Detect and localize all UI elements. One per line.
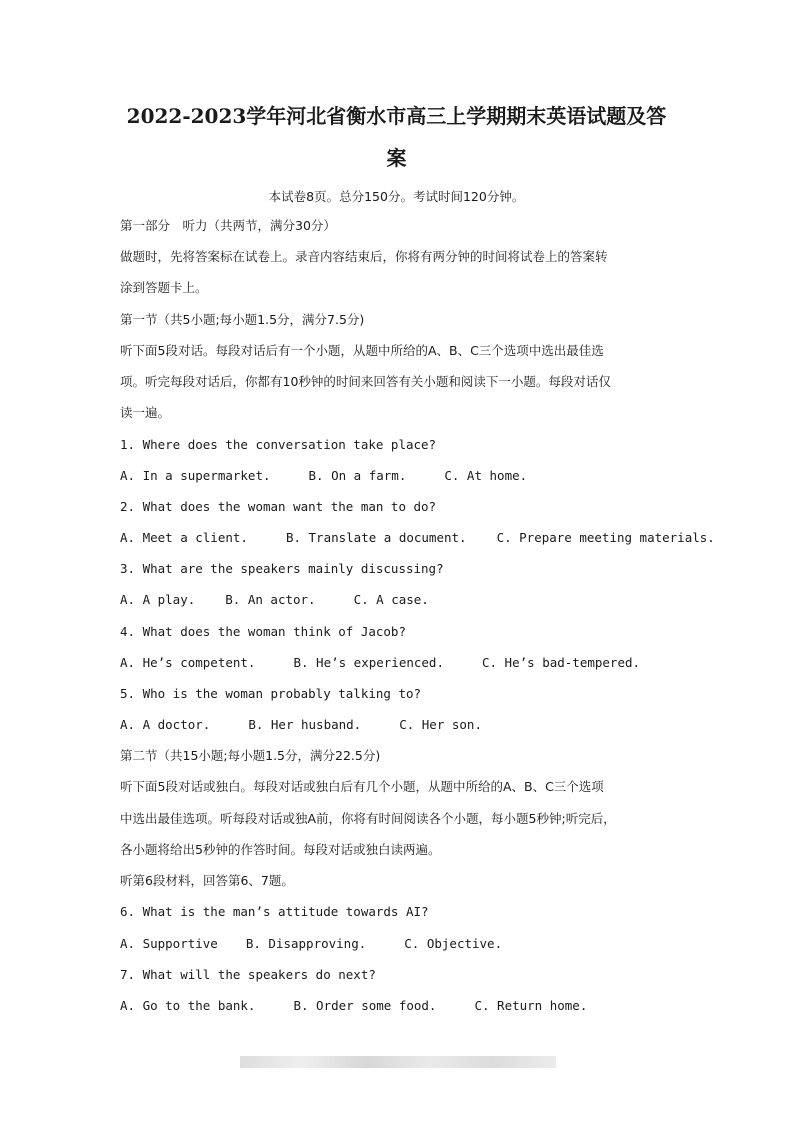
question-1: 1. Where does the conversation take place? [120,437,437,452]
question-3: 3. What are the speakers mainly discussing? [120,561,444,576]
option-b: B. On a farm. [308,468,407,483]
option-b: B. He’s experienced. [293,655,444,670]
option-c: C. At home. [444,468,528,483]
option-c: C. Prepare meeting materials. [496,530,715,545]
option-c: C. He’s bad-tempered. [481,655,641,670]
section2-heading: 第二节（共15小题;每小题1.5分，满分22.5分) [120,748,381,763]
section1-instruction-line: 听下面5段对话。每段对话后有一个小题，从题中所给的A、B、C三个选项中选出最佳选 [120,343,604,358]
option-b: B. An actor. [225,592,316,607]
exam-meta: 本试卷8页。总分150分。考试时间120分钟。 [268,189,525,204]
question-6: 6. What is the man’s attitude towards AI? [120,904,429,919]
question-4: 4. What does the woman think of Jacob? [120,624,406,639]
question-7: 7. What will the speakers do next? [120,967,376,982]
option-c: C. Objective. [404,936,503,951]
option-b: B. Her husband. [248,717,362,732]
section1-instruction-line: 项。听完每段对话后，你都有10秒钟的时间来回答有关小题和阅读下一小题。每段对话仅 [120,374,611,389]
option-c: C. Return home. [474,998,588,1013]
option-a: A. In a supermarket. [120,468,271,483]
option-b: B. Translate a document. [285,530,467,545]
question-2-options [120,530,715,545]
blurred-watermark [240,1056,556,1068]
document-title: 2022-2023学年河北省衡水市高三上学期期末英语试题及答 [126,104,667,128]
section2-instruction-line: 各小题将给出5秒钟的作答时间。每段对话或独白读两遍。 [120,842,441,857]
question-5: 5. Who is the woman probably talking to? [120,686,422,701]
option-a: A. He’s competent. [120,655,256,670]
question-7-options [120,998,587,1013]
option-b: B. Disapproving. [245,936,367,951]
option-b: B. Order some food. [293,998,437,1013]
question-5-options [120,717,482,732]
material-6-heading: 听第6段材料，回答第6、7题。 [120,873,294,888]
option-a: A. Meet a client. [120,530,248,545]
option-a: A. A doctor. [120,717,211,732]
instruction-line: 做题时，先将答案标在试卷上。录音内容结束后，你将有两分钟的时间将试卷上的答案转 [120,249,608,264]
question-6-options [120,936,502,951]
option-c: C. A case. [353,592,429,607]
option-c: C. Her son. [399,717,482,732]
question-3-options [120,592,429,607]
question-4-options [120,655,640,670]
option-a: A. Go to the bank. [120,998,256,1013]
document-title-continuation: 案 [386,146,407,170]
section2-instruction-line: 听下面5段对话或独白。每段对话或独白后有几个小题，从题中所给的A、B、C三个选项 [120,779,604,794]
instruction-line: 涂到答题卡上。 [120,280,208,295]
section1-instruction-line: 读一遍。 [120,405,171,420]
question-2: 2. What does the woman want the man to do? [120,499,437,514]
section1-heading: 第一节（共5小题;每小题1.5分，满分7.5分) [120,312,365,327]
option-a: A. A play. [120,592,196,607]
option-a: A. Supportive [120,936,218,951]
section2-instruction-line: 中选出最佳选项。听每段对话或独A前，你将有时间阅读各个小题，每小题5秒钟;听完后， [120,811,616,826]
question-1-options [120,468,527,483]
part1-heading: 第一部分 听力（共两节，满分30分） [120,218,336,233]
